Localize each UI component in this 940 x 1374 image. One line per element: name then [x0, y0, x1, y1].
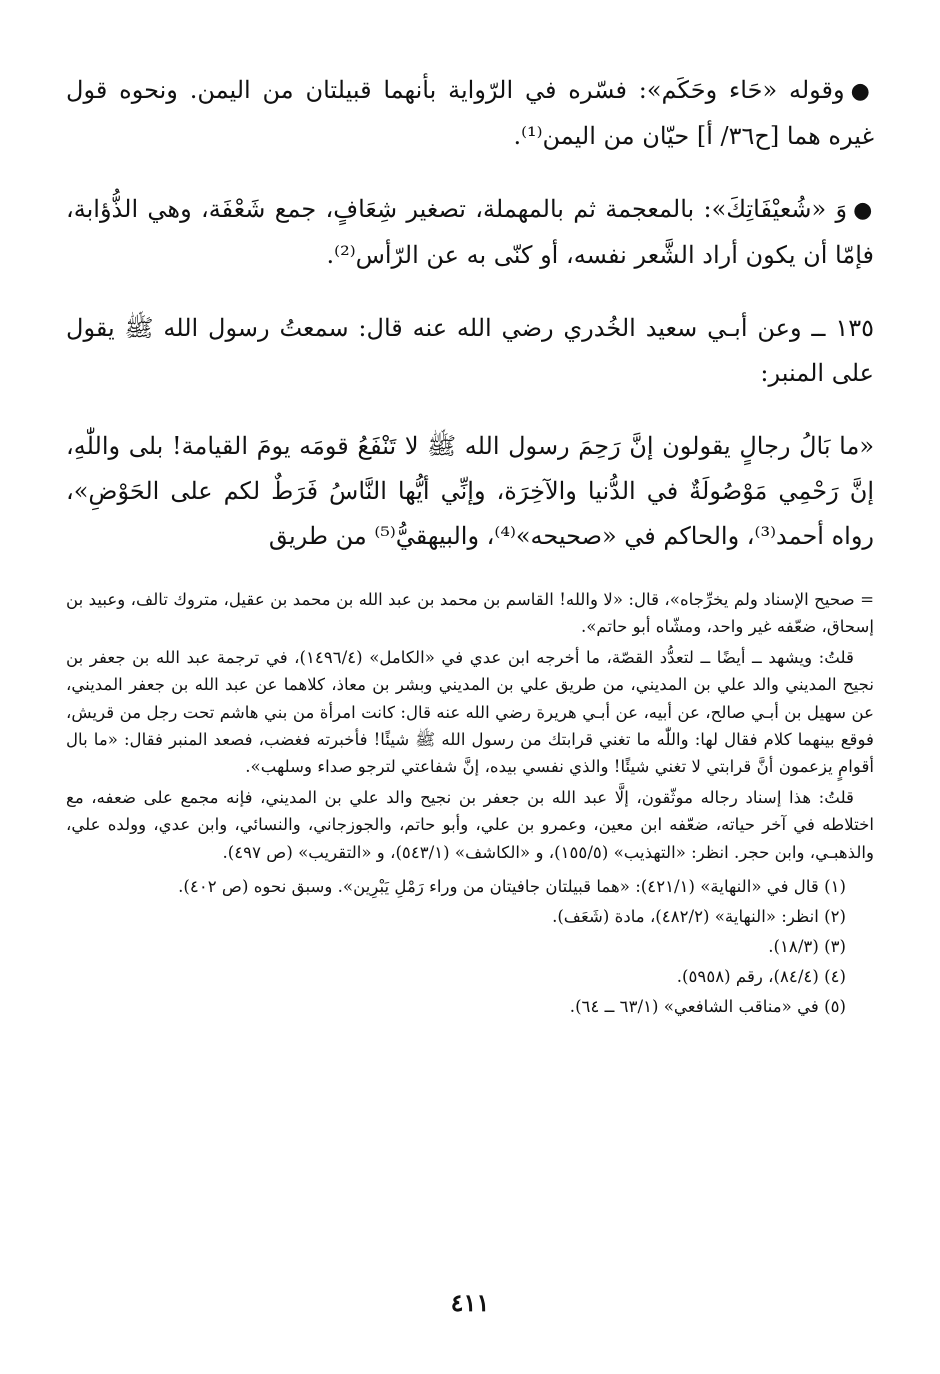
- footnote-2: (٢) انظر: «النهاية» (٤٨٢/٢)، مادة (شَعَف).: [552, 907, 846, 927]
- main-text: [66, 68, 874, 559]
- footnote-5: (٥) في «مناقب الشافعي» (٦٣/١ ــ ٦٤).: [569, 997, 846, 1017]
- footnote-3: (٣) (١٨/٣).: [768, 937, 846, 957]
- bullet-icon: ●: [853, 198, 874, 223]
- footnotes-section: [66, 586, 874, 1022]
- hadith-heading: ١٣٥ ــ وعن أبـي سعيد الخُدري رضي الله عنه قال: سمعتُ رسول الله ﷺ يقول على المنبر:: [66, 314, 874, 387]
- footnote-4: (٤) (٨٤/٤)، رقم (٥٩٥٨).: [676, 967, 846, 987]
- paragraph-1-text: وقوله «حَاء وحَكَم»: فسّره في الرّواية بأنهما قبيلتان من اليمن. ونحوه قول غيره هما [ح٣٦/ أ] حيّان من اليمن⁽¹⁾.: [66, 76, 874, 150]
- paragraph-1: [66, 68, 874, 159]
- note-continuation: = صحيح الإسناد ولم يخرِّجاه»، قال: «لا والله! القاسم بن محمد بن عبد الله بن محمد بن عقيل، متروك تالف، وعبيد بن إسحاق، ضعّفه غير واحد، ومشّاه أبو حاتم».: [66, 590, 874, 637]
- page-number: ٤١١: [450, 1288, 490, 1317]
- bullet-icon: ●: [850, 79, 874, 104]
- note-paragraph: قلتُ: هذا إسناد رجاله موثّقون، إلَّا عبد الله بن جعفر بن نجيح والد علي بن المديني، فإنه مجمع على ضعفه، مع اختلاطه في آخر حياته، ضعّفه ابن معين، وعمرو بن علي، وأبو حاتم، والجوزجاني، والنسائي، وابن عدي، وولده علي، والذهبـي، وابن حجر. انظر: «التهذيب» (١٥٥/٥)، و «الكاشف» (٥٤٣/١)، و «التقريب» (ص ٤٩٧).: [66, 787, 874, 862]
- footnote-1: (١) قال في «النهاية» (٤٢١/١): «هما قبيلتان جافيتان من وراء رَمْلِ يَبْرِين». وسبق نحوه (ص ٤٠٢).: [178, 877, 846, 897]
- note-paragraph: قلتُ: ويشهد ــ أيضًا ــ لتعدُّد القصّة، ما أخرجه ابن عدي في «الكامل» (١٤٩٦/٤)، في ترجمة عبد الله بن جعفر بن نجيح المديني والد علي بن المديني، من طريق علي بن المديني وبشر بن معاذ، كلاهما عن عبد الله بن جعفر المديني، عن سهيل بن أبـي صالح، عن أبيه، عن أبـي هريرة رضي الله عنه قال: كانت امرأة من بني هاشم تحت رجل من قريش، فوقع بينهما كلام فقال لها: واللّٰه ما تغني قرابتك من رسول الله ﷺ شيئًا! فأخبرته فغضب، فصعد المنبر فقال: «ما بال أقوامٍ يزعمون أنَّ قرابتي لا تغني شيئًا! والذي نفسي بيده، إنَّ شفاعتي لترجو صداء وسلهب».: [66, 647, 874, 777]
- paragraph-2-text: وَ «شُعيْفَاتِكَ»: بالمعجمة ثم بالمهملة، تصغير شِعَافٍ، جمع شَعْفَة، وهي الذُّؤابة، فإمّا أن يكون أراد الشَّعر نفسه، أو كنّى به عن الرّأس⁽²⁾.: [66, 195, 874, 269]
- hadith-text: «ما بَالُ رجالٍ يقولون إنَّ رَحِمَ رسول الله ﷺ لا تَنْفَعُ قومَه يومَ القيامة! بلى واللّٰهِ، إنَّ رَحْمِي مَوْصُولَةٌ في الدُّنيا والآخِرَة، وإنِّي أيُّها النَّاسُ فَرَطٌ لكم على الحَوْضِ»، رواه أحمد⁽³⁾، والحاكم في «صحيحه»⁽⁴⁾، والبيهقيُّ⁽⁵⁾ من طريق: [66, 432, 874, 550]
- paragraph-2: [66, 187, 874, 278]
